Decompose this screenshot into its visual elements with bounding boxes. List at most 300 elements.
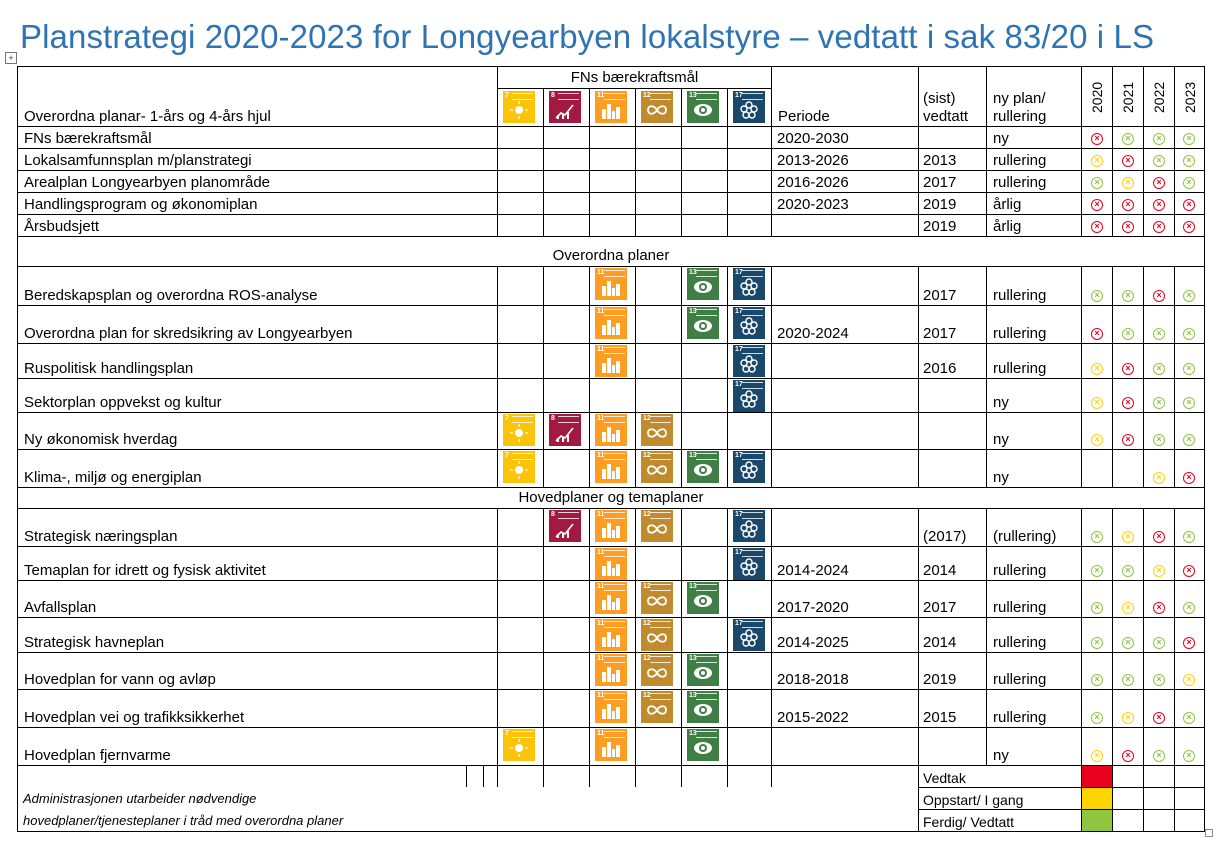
sdg-cell xyxy=(727,126,771,148)
sdg-glyph xyxy=(693,739,713,758)
status-yellow-icon: × xyxy=(1091,434,1103,446)
sdg-number: 8 xyxy=(551,511,555,518)
header-year-label: 2020 xyxy=(1089,81,1105,113)
sdg-glyph xyxy=(739,355,759,374)
period-value: 2014-2024 xyxy=(777,562,849,579)
plan-type-value: rullering xyxy=(993,152,1047,169)
sdg-cell xyxy=(635,214,681,236)
sdg-glyph xyxy=(601,520,621,539)
footer-empty-cell xyxy=(635,765,681,787)
header-sdg-8-icon xyxy=(549,91,581,123)
header-year-cell xyxy=(1112,66,1143,126)
period-cell xyxy=(771,214,918,236)
plan-name-cell xyxy=(17,617,497,652)
sdg-goal-11-icon xyxy=(595,548,627,580)
period-value: 2020-2023 xyxy=(777,196,849,213)
status-green-icon: × xyxy=(1122,674,1134,686)
status-green-icon: × xyxy=(1091,177,1103,189)
legend-swatch-red xyxy=(1082,766,1112,787)
sdg-glyph xyxy=(739,278,759,297)
adopted-value: 2019 xyxy=(923,196,957,213)
sdg-cell xyxy=(497,689,543,727)
sdg-number: 12 xyxy=(643,92,651,99)
plan-name: Ny økonomisk hverdag xyxy=(24,431,178,448)
sdg-cell xyxy=(635,378,681,412)
sdg-goal-17-icon xyxy=(733,307,765,339)
sdg-glyph xyxy=(739,390,759,409)
sdg-cell xyxy=(589,214,635,236)
sdg-cell xyxy=(635,126,681,148)
adopted-value: 2019 xyxy=(923,218,957,235)
sdg-cell xyxy=(635,546,681,580)
sdg-goal-17-icon xyxy=(733,345,765,377)
period-cell xyxy=(771,266,918,305)
header-type-line1: ny plan/ xyxy=(993,90,1046,107)
table-right-border xyxy=(1204,66,1205,831)
plan-name: Ruspolitisk handlingsplan xyxy=(24,360,194,377)
period-cell xyxy=(771,449,918,487)
sdg-glyph xyxy=(647,592,667,611)
legend-swatch-green xyxy=(1082,810,1112,831)
sdg-number: 12 xyxy=(643,452,651,459)
sdg-cell xyxy=(635,266,681,305)
status-red-icon: × xyxy=(1183,637,1195,649)
header-period-label: Periode xyxy=(778,108,830,125)
sdg-caption-lines xyxy=(696,453,717,460)
sdg-number: 17 xyxy=(735,346,743,353)
plan-name: Hovedplan for vann og avløp xyxy=(24,671,216,688)
plan-type-value: årlig xyxy=(993,218,1022,235)
sdg-caption-lines xyxy=(604,656,625,663)
plan-name: Klima-, miljø og energiplan xyxy=(24,469,202,486)
status-green-icon: × xyxy=(1183,750,1195,762)
sdg-goal-7-icon xyxy=(503,414,535,446)
status-green-icon: × xyxy=(1153,674,1165,686)
period-cell xyxy=(771,343,918,378)
page-title: Planstrategi 2020-2023 for Longyearbyen lokalstyre – vedtatt i sak 83/20 i LS xyxy=(20,18,1155,55)
period-cell xyxy=(771,412,918,449)
plan-type-cell xyxy=(986,412,1081,449)
status-green-icon: × xyxy=(1153,637,1165,649)
sdg-caption-lines xyxy=(742,309,763,316)
plan-type-value: rullering xyxy=(993,562,1047,579)
sdg-goal-12-icon xyxy=(641,691,673,723)
sdg-cell xyxy=(497,305,543,343)
sdg-caption-lines xyxy=(742,550,763,557)
sdg-caption-lines xyxy=(650,693,671,700)
status-green-icon: × xyxy=(1153,434,1165,446)
sdg-cell xyxy=(727,727,771,765)
header-adopted-cell xyxy=(918,66,986,126)
legend-year-cell xyxy=(1112,787,1143,809)
sdg-glyph xyxy=(601,629,621,648)
sdg-goal-12-icon xyxy=(641,582,673,614)
sdg-number: 11 xyxy=(597,655,605,662)
sdg-glyph xyxy=(601,739,621,758)
header-sdg-12-icon xyxy=(641,91,673,123)
sdg-number: 11 xyxy=(597,415,605,422)
status-red-icon: × xyxy=(1091,133,1103,145)
period-cell xyxy=(771,617,918,652)
plan-type-cell xyxy=(986,170,1081,192)
sdg-goal-17-icon xyxy=(733,548,765,580)
legend-year-cell xyxy=(1143,787,1174,809)
sdg-cell xyxy=(543,727,589,765)
status-green-icon: × xyxy=(1183,328,1195,340)
adopted-value: (2017) xyxy=(923,528,967,545)
sdg-number: 12 xyxy=(643,620,651,627)
sdg-glyph xyxy=(601,101,621,120)
plan-name-cell xyxy=(17,727,497,765)
plan-name-cell xyxy=(17,412,497,449)
period-cell xyxy=(771,192,918,214)
sdg-caption-lines xyxy=(696,309,717,316)
sdg-number: 13 xyxy=(689,92,697,99)
sdg-cell xyxy=(635,343,681,378)
adopted-cell xyxy=(918,546,986,580)
legend-label: Vedtak xyxy=(923,770,966,786)
sdg-caption-lines xyxy=(696,731,717,738)
header-adopted-line2: vedtatt xyxy=(923,108,969,125)
sdg-glyph xyxy=(509,424,529,443)
sdg-caption-lines xyxy=(650,656,671,663)
status-green-icon: × xyxy=(1183,133,1195,145)
status-green-icon: × xyxy=(1183,397,1195,409)
adopted-cell xyxy=(918,192,986,214)
sdg-cell xyxy=(727,580,771,617)
header-sdg-13-icon xyxy=(687,91,719,123)
sdg-cell xyxy=(543,192,589,214)
status-green-icon: × xyxy=(1122,565,1134,577)
legend-year-cell xyxy=(1143,765,1174,787)
period-cell xyxy=(771,546,918,580)
sdg-number: 11 xyxy=(597,346,605,353)
sdg-number: 17 xyxy=(735,269,743,276)
footer-empty-cell xyxy=(483,765,497,787)
plan-type-value: ny xyxy=(993,130,1009,147)
sdg-glyph xyxy=(739,317,759,336)
sdg-caption-lines xyxy=(604,93,625,100)
sdg-goal-13-icon xyxy=(687,582,719,614)
plan-name-cell xyxy=(17,580,497,617)
status-red-icon: × xyxy=(1153,199,1165,211)
sdg-cell xyxy=(727,652,771,689)
sdg-number: 11 xyxy=(597,452,605,459)
section-title: Hovedplaner og temaplaner xyxy=(518,489,704,506)
status-red-icon: × xyxy=(1153,177,1165,189)
sdg-caption-lines xyxy=(650,93,671,100)
status-red-icon: × xyxy=(1122,199,1134,211)
sdg-caption-lines xyxy=(558,512,579,519)
plan-type-value: rullering xyxy=(993,287,1047,304)
legend-year-cell xyxy=(1174,787,1204,809)
sdg-glyph xyxy=(739,629,759,648)
adopted-cell xyxy=(918,148,986,170)
sdg-glyph xyxy=(601,664,621,683)
period-cell xyxy=(771,727,918,765)
status-green-icon: × xyxy=(1091,712,1103,724)
sdg-goal-13-icon xyxy=(687,307,719,339)
table-bottom-border xyxy=(17,831,1205,832)
section-title-row xyxy=(17,487,1204,508)
plan-name-cell xyxy=(17,148,497,170)
status-green-icon: × xyxy=(1122,328,1134,340)
plan-type-value: årlig xyxy=(993,196,1022,213)
sdg-cell xyxy=(497,508,543,546)
status-green-icon: × xyxy=(1153,750,1165,762)
sdg-cell xyxy=(497,126,543,148)
sdg-goal-12-icon xyxy=(641,451,673,483)
sdg-number: 13 xyxy=(689,730,697,737)
adopted-cell xyxy=(918,508,986,546)
sdg-cell xyxy=(635,305,681,343)
sdg-goal-11-icon xyxy=(595,345,627,377)
plan-type-cell xyxy=(986,580,1081,617)
sdg-caption-lines xyxy=(650,512,671,519)
period-cell xyxy=(771,148,918,170)
status-yellow-icon: × xyxy=(1122,531,1134,543)
sdg-glyph xyxy=(739,101,759,120)
table-resize-handle[interactable] xyxy=(1205,829,1213,837)
plan-type-value: rullering xyxy=(993,174,1047,191)
sdg-number: 7 xyxy=(505,415,509,422)
footer-empty-cell xyxy=(727,765,771,787)
adopted-value: 2014 xyxy=(923,634,957,651)
sdg-caption-lines xyxy=(742,512,763,519)
sdg-cell xyxy=(497,617,543,652)
plan-name: Hovedplan fjernvarme xyxy=(24,747,171,764)
footer-note-line1: Administrasjonen utarbeider nødvendige xyxy=(23,791,257,806)
table-move-handle[interactable]: + xyxy=(5,52,17,64)
sdg-number: 11 xyxy=(597,692,605,699)
status-green-icon: × xyxy=(1183,155,1195,167)
sdg-goal-11-icon xyxy=(595,654,627,686)
adopted-value: 2014 xyxy=(923,562,957,579)
period-value: 2016-2026 xyxy=(777,174,849,191)
year-status-cell xyxy=(1081,449,1112,487)
status-red-icon: × xyxy=(1153,531,1165,543)
sdg-caption-lines xyxy=(512,731,533,738)
sdg-goal-7-icon xyxy=(503,451,535,483)
plan-type-cell xyxy=(986,508,1081,546)
sdg-caption-lines xyxy=(604,512,625,519)
sdg-goal-7-icon xyxy=(503,729,535,761)
sdg-number: 17 xyxy=(735,452,743,459)
legend-year-cell xyxy=(1112,809,1143,831)
legend-year-cell xyxy=(1143,809,1174,831)
plan-name: Temaplan for idrett og fysisk aktivitet xyxy=(24,562,266,579)
sdg-goal-11-icon xyxy=(595,582,627,614)
plan-name-cell xyxy=(17,449,497,487)
status-red-icon: × xyxy=(1183,199,1195,211)
section-title: Overordna planer xyxy=(552,247,670,264)
sdg-glyph xyxy=(647,664,667,683)
sdg-caption-lines xyxy=(604,309,625,316)
plan-name: Strategisk havneplan xyxy=(24,634,165,651)
status-green-icon: × xyxy=(1091,531,1103,543)
header-sdg-17-icon xyxy=(733,91,765,123)
sdg-cell xyxy=(543,170,589,192)
sdg-number: 17 xyxy=(735,308,743,315)
sdg-number: 7 xyxy=(505,452,509,459)
status-green-icon: × xyxy=(1183,290,1195,302)
status-green-icon: × xyxy=(1153,363,1165,375)
adopted-value: 2017 xyxy=(923,287,957,304)
legend-label-cell xyxy=(918,809,1081,831)
sdg-goal-11-icon xyxy=(595,729,627,761)
period-value: 2020-2030 xyxy=(777,130,849,147)
status-red-icon: × xyxy=(1153,290,1165,302)
sdg-cell xyxy=(727,214,771,236)
plan-name-cell xyxy=(17,689,497,727)
footer-note-line2: hovedplaner/tjenesteplaner i tråd med overordna planer xyxy=(23,813,344,828)
status-green-icon: × xyxy=(1122,637,1134,649)
sdg-cell xyxy=(497,546,543,580)
sdg-number: 13 xyxy=(689,308,697,315)
sdg-cell xyxy=(543,449,589,487)
footer-empty-cell xyxy=(466,765,483,787)
plan-type-cell xyxy=(986,378,1081,412)
sdg-cell xyxy=(681,508,727,546)
header-plans-cell xyxy=(17,66,497,126)
sdg-number: 12 xyxy=(643,583,651,590)
sdg-glyph xyxy=(601,558,621,577)
sdg-cell xyxy=(681,378,727,412)
status-yellow-icon: × xyxy=(1091,363,1103,375)
plan-type-value: rullering xyxy=(993,325,1047,342)
plan-name: Strategisk næringsplan xyxy=(24,528,178,545)
plan-type-cell xyxy=(986,727,1081,765)
header-plans-label: Overordna planar- 1-års og 4-års hjul xyxy=(24,108,271,125)
header-year-cell xyxy=(1081,66,1112,126)
sdg-number: 8 xyxy=(551,92,555,99)
sdg-cell xyxy=(727,148,771,170)
sdg-glyph xyxy=(509,461,529,480)
sdg-cell xyxy=(543,580,589,617)
header-sdg-11-icon xyxy=(595,91,627,123)
sdg-cell xyxy=(543,305,589,343)
sdg-glyph xyxy=(647,461,667,480)
status-red-icon: × xyxy=(1122,750,1134,762)
sdg-number: 11 xyxy=(597,92,605,99)
adopted-cell xyxy=(918,727,986,765)
sdg-cell xyxy=(635,727,681,765)
status-green-icon: × xyxy=(1183,434,1195,446)
plan-name-cell xyxy=(17,266,497,305)
sdg-goal-11-icon xyxy=(595,510,627,542)
sdg-glyph xyxy=(693,278,713,297)
section-title-row xyxy=(17,236,1204,266)
sdg-glyph xyxy=(693,317,713,336)
sdg-caption-lines xyxy=(742,347,763,354)
sdg-caption-lines xyxy=(650,453,671,460)
sdg-number: 12 xyxy=(643,655,651,662)
plan-name: Sektorplan oppvekst og kultur xyxy=(24,394,222,411)
status-green-icon: × xyxy=(1091,674,1103,686)
sdg-cell xyxy=(681,192,727,214)
sdg-number: 17 xyxy=(735,620,743,627)
sdg-goal-12-icon xyxy=(641,654,673,686)
plan-type-cell xyxy=(986,148,1081,170)
plan-name-cell xyxy=(17,508,497,546)
period-cell xyxy=(771,689,918,727)
status-red-icon: × xyxy=(1122,397,1134,409)
sdg-caption-lines xyxy=(742,270,763,277)
sdg-glyph xyxy=(601,461,621,480)
sdg-caption-lines xyxy=(512,453,533,460)
sdg-glyph xyxy=(739,520,759,539)
plan-name-cell xyxy=(17,652,497,689)
period-cell xyxy=(771,378,918,412)
sdg-cell xyxy=(543,546,589,580)
plan-name: Arealplan Longyearbyen planområde xyxy=(24,174,271,191)
status-green-icon: × xyxy=(1183,363,1195,375)
status-green-icon: × xyxy=(1183,531,1195,543)
adopted-value: 2013 xyxy=(923,152,957,169)
header-year-cell xyxy=(1143,66,1174,126)
adopted-value: 2015 xyxy=(923,709,957,726)
plan-type-value: ny xyxy=(993,394,1009,411)
status-green-icon: × xyxy=(1153,397,1165,409)
year-status-cell xyxy=(1112,449,1143,487)
sdg-goal-11-icon xyxy=(595,451,627,483)
plan-name-cell xyxy=(17,126,497,148)
plan-type-value: (rullering) xyxy=(993,528,1057,545)
sdg-cell xyxy=(681,148,727,170)
plan-type-value: ny xyxy=(993,747,1009,764)
sdg-cell xyxy=(589,192,635,214)
plan-type-cell xyxy=(986,617,1081,652)
sdg-cell xyxy=(543,378,589,412)
sdg-number: 11 xyxy=(597,549,605,556)
header-sdg-group-cell xyxy=(497,66,771,88)
adopted-cell xyxy=(918,214,986,236)
sdg-caption-lines xyxy=(650,621,671,628)
plan-type-value: rullering xyxy=(993,634,1047,651)
adopted-cell xyxy=(918,305,986,343)
header-year-label: 2021 xyxy=(1120,81,1136,113)
plan-name-cell xyxy=(17,378,497,412)
sdg-goal-17-icon xyxy=(733,619,765,651)
sdg-number: 12 xyxy=(643,692,651,699)
footer-empty-cell xyxy=(681,765,727,787)
plan-name: Årsbudsjett xyxy=(24,218,100,235)
sdg-cell xyxy=(497,652,543,689)
sdg-cell xyxy=(635,148,681,170)
adopted-cell xyxy=(918,652,986,689)
sdg-cell xyxy=(497,148,543,170)
sdg-number: 7 xyxy=(505,92,509,99)
sdg-goal-13-icon xyxy=(687,691,719,723)
status-red-icon: × xyxy=(1122,155,1134,167)
sdg-goal-11-icon xyxy=(595,414,627,446)
plan-name: Overordna plan for skredsikring av Longyearbyen xyxy=(24,325,353,342)
sdg-caption-lines xyxy=(604,453,625,460)
sdg-glyph xyxy=(693,592,713,611)
sdg-goal-12-icon xyxy=(641,510,673,542)
sdg-caption-lines xyxy=(696,270,717,277)
plan-name: Lokalsamfunnsplan m/planstrategi xyxy=(24,152,252,169)
period-cell xyxy=(771,580,918,617)
status-yellow-icon: × xyxy=(1091,750,1103,762)
plan-type-cell xyxy=(986,546,1081,580)
sdg-number: 11 xyxy=(597,511,605,518)
status-green-icon: × xyxy=(1091,565,1103,577)
plan-type-cell xyxy=(986,652,1081,689)
sdg-goal-17-icon xyxy=(733,451,765,483)
legend-swatch-yellow xyxy=(1082,788,1112,809)
sdg-goal-11-icon xyxy=(595,307,627,339)
